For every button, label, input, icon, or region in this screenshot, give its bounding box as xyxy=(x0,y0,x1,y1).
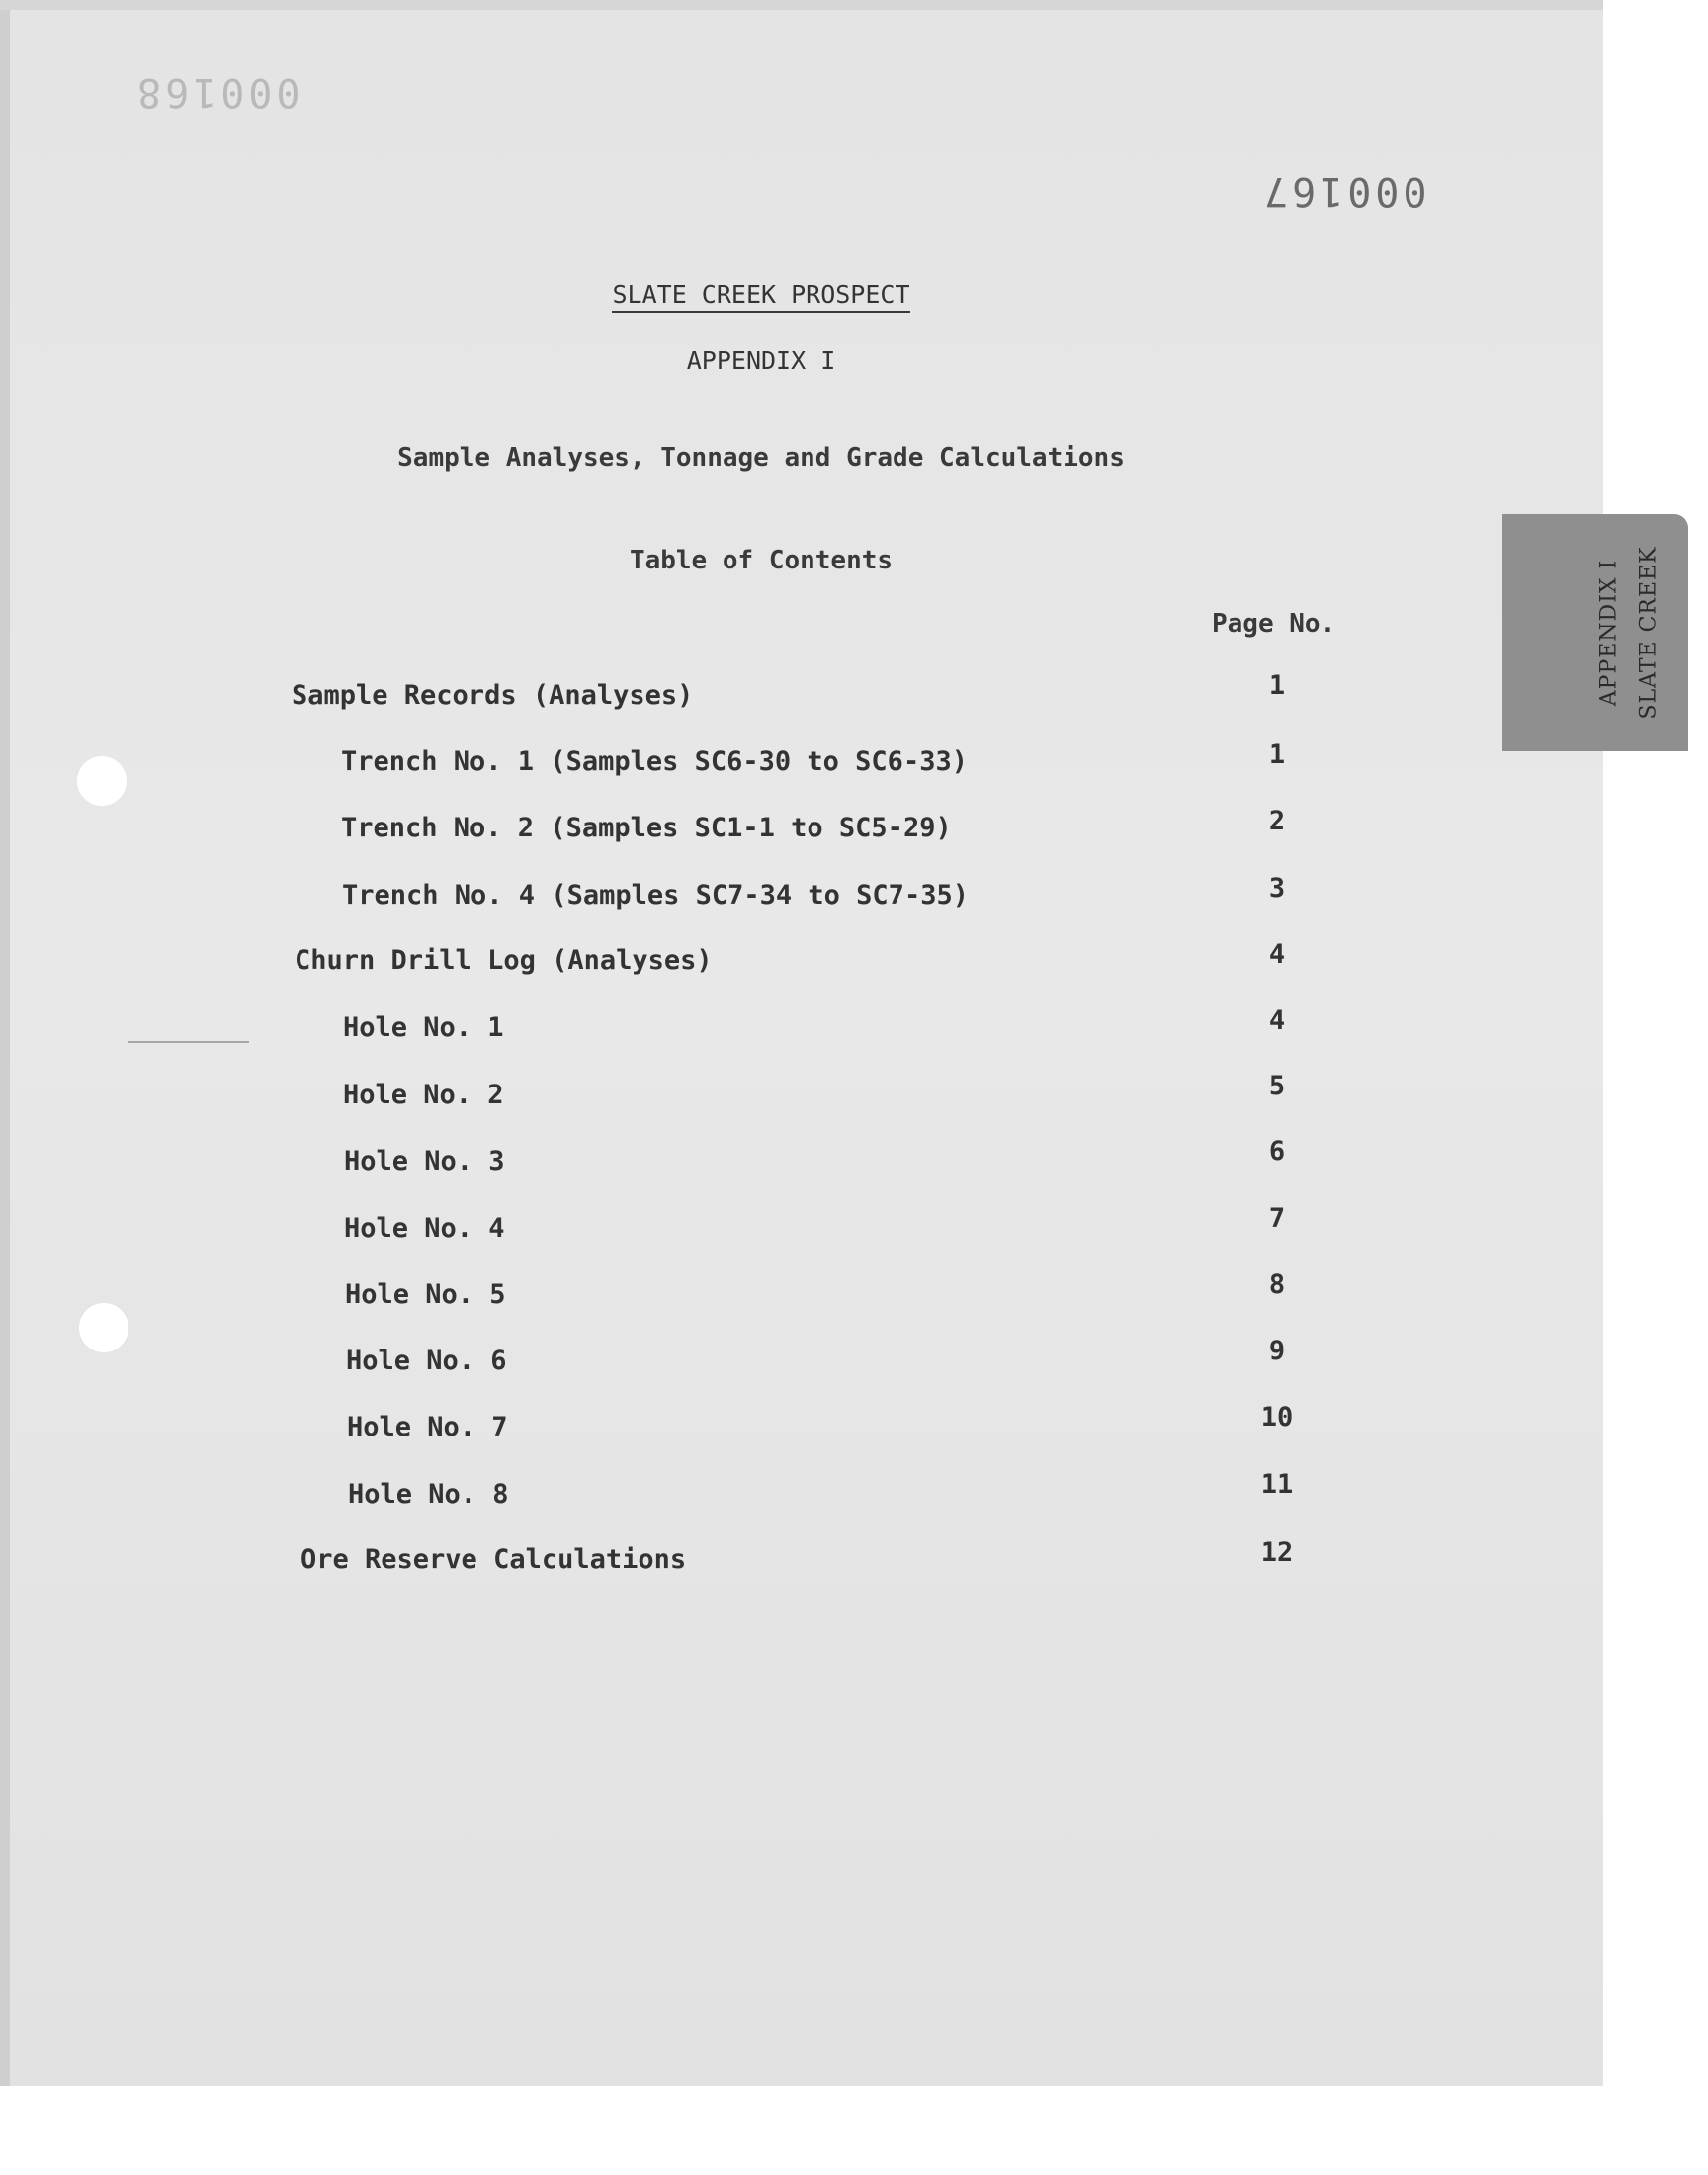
toc-entry-page: 1 xyxy=(1268,670,1286,701)
appendix-heading: APPENDIX I xyxy=(686,346,836,375)
toc-entry-label: Hole No. 8 xyxy=(348,1479,509,1510)
toc-heading: Table of Contents xyxy=(629,546,894,575)
page-number-stamp: 000167 xyxy=(1260,168,1427,214)
toc-entry-page: 9 xyxy=(1268,1336,1286,1366)
scan-right-margin xyxy=(1603,0,1708,2175)
toc-entry-page: 10 xyxy=(1260,1402,1294,1433)
margin-mark xyxy=(128,1041,249,1043)
scan-bottom-margin xyxy=(0,2086,1708,2175)
scan-top-edge xyxy=(0,0,1603,10)
toc-entry-label: Churn Drill Log (Analyses) xyxy=(295,945,713,976)
toc-entry-label: Hole No. 6 xyxy=(346,1346,507,1376)
toc-entry-label: Hole No. 7 xyxy=(347,1412,508,1442)
punch-hole-upper xyxy=(77,756,127,806)
toc-entry-label: Hole No. 2 xyxy=(343,1080,504,1110)
toc-entry-label: Hole No. 4 xyxy=(344,1213,505,1244)
toc-entry-page: 3 xyxy=(1268,873,1286,904)
index-tab-label xyxy=(1502,514,1688,751)
toc-entry-page: 12 xyxy=(1260,1537,1294,1568)
toc-entry-page: 4 xyxy=(1268,1005,1286,1036)
toc-entry-label: Trench No. 2 (Samples SC1-1 to SC5-29) xyxy=(341,813,952,843)
index-tab-line-project: SLATE CREEK xyxy=(1636,546,1662,720)
toc-entry-page: 4 xyxy=(1268,939,1286,970)
document-title xyxy=(376,280,1147,308)
toc-entry-label: Trench No. 4 (Samples SC7-34 to SC7-35) xyxy=(342,880,969,911)
toc-entry-label: Hole No. 3 xyxy=(344,1146,505,1176)
document-page xyxy=(10,10,1603,2086)
toc-entry-label: Trench No. 1 (Samples SC6-30 to SC6-33) xyxy=(341,746,968,777)
toc-entry-page: 2 xyxy=(1268,806,1286,836)
index-tab-line-appendix: APPENDIX I xyxy=(1596,559,1622,707)
toc-entry-label: Sample Records (Analyses) xyxy=(292,680,694,711)
toc-entry-label: Ore Reserve Calculations xyxy=(300,1544,687,1575)
toc-entry-label: Hole No. 1 xyxy=(343,1012,504,1043)
toc-entry-page: 5 xyxy=(1268,1071,1286,1101)
toc-entry-page: 8 xyxy=(1268,1269,1286,1300)
document-subtitle: Sample Analyses, Tonnage and Grade Calculations xyxy=(397,443,1125,473)
document-title-text: SLATE CREEK PROSPECT xyxy=(612,280,909,313)
toc-entry-page: 11 xyxy=(1260,1469,1294,1500)
scan-left-edge xyxy=(0,0,10,2086)
page-number-stamp-faded: 000168 xyxy=(133,69,300,115)
toc-entry-page: 6 xyxy=(1268,1136,1286,1167)
punch-hole-lower xyxy=(79,1303,128,1352)
toc-entry-page: 7 xyxy=(1268,1203,1286,1234)
page-number-column-header: Page No. xyxy=(1212,609,1336,639)
toc-entry-label: Hole No. 5 xyxy=(345,1279,506,1310)
toc-entry-page: 1 xyxy=(1268,740,1286,770)
